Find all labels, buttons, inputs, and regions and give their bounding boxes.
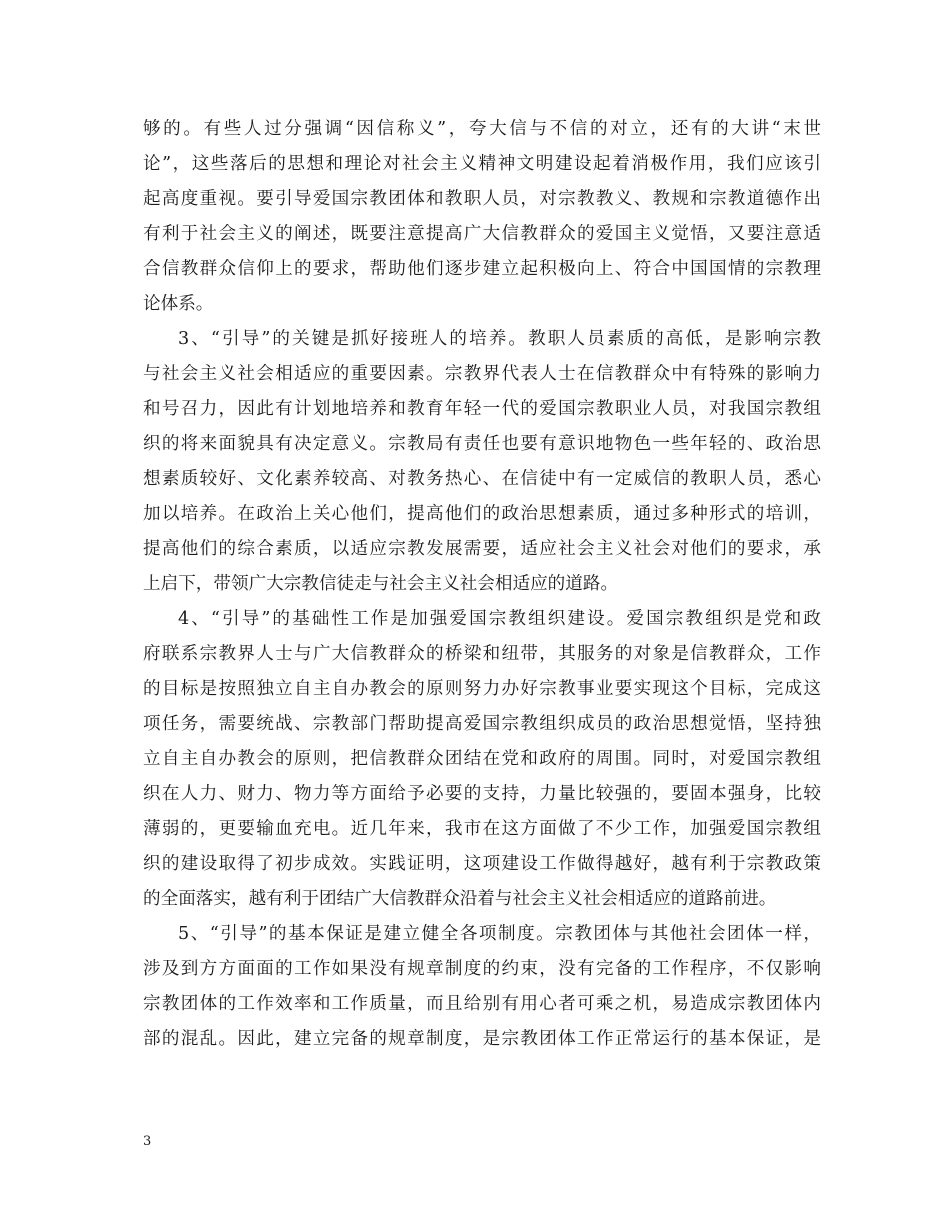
text-line: 有利于社会主义的阐述，既要注意提高广大信教群众的爱国主义觉悟，又要注意适 [143, 224, 821, 244]
text-line: 合信教群众信仰上的要求，帮助他们逐步建立起积极向上、符合中国国情的宗教理 [143, 259, 821, 279]
text-line: 提高他们的综合素质，以适应宗教发展需要，适应社会主义社会对他们的要求，承 [143, 539, 821, 559]
text-line: 与社会主义社会相适应的重要因素。宗教界代表人士在信教群众中有特殊的影响力 [143, 364, 821, 384]
text-line: 加以培养。在政治上关心他们，提高他们的政治思想素质，通过多种形式的培训， [143, 504, 821, 524]
text-line: 和号召力，因此有计划地培养和教育年轻一代的爱国宗教职业人员，对我国宗教组 [143, 399, 821, 419]
text-line: 府联系宗教界人士与广大信教群众的桥梁和纽带，其服务的对象是信教群众，工作 [143, 644, 821, 664]
text-line: 3、“引导”的关键是抓好接班人的培养。教职人员素质的高低，是影响宗教 [178, 329, 821, 349]
document-body [143, 112, 821, 1057]
text-line: 起高度重视。要引导爱国宗教团体和教职人员，对宗教教义、教规和宗教道德作出 [143, 189, 821, 209]
text-line: 的全面落实，越有利于团结广大信教群众沿着与社会主义社会相适应的道路前进。 [143, 889, 777, 909]
text-line: 论”，这些落后的思想和理论对社会主义精神文明建设起着消极作用，我们应该引 [143, 154, 821, 174]
text-line: 部的混乱。因此，建立完备的规章制度，是宗教团体工作正常运行的基本保证，是 [143, 1029, 821, 1049]
text-line: 宗教团体的工作效率和工作质量，而且给别有用心者可乘之机，易造成宗教团体内 [143, 994, 821, 1014]
text-line: 4、“引导”的基础性工作是加强爱国宗教组织建设。爱国宗教组织是党和政 [178, 609, 821, 629]
text-line: 够的。有些人过分强调“因信称义”，夸大信与不信的对立，还有的大讲“末世 [143, 119, 821, 139]
text-line: 涉及到方方面面的工作如果没有规章制度的约束，没有完备的工作程序，不仅影响 [143, 959, 821, 979]
text-line: 5、“引导”的基本保证是建立健全各项制度。宗教团体与其他社会团体一样， [178, 924, 821, 944]
text-line: 上启下，带领广大宗教信徒走与社会主义社会相适应的道路。 [143, 574, 619, 594]
text-line: 项任务，需要统战、宗教部门帮助提高爱国宗教组织成员的政治思想觉悟，坚持独 [143, 714, 821, 734]
text-line: 想素质较好、文化素养较高、对教务热心、在信徒中有一定威信的教职人员，悉心 [143, 469, 821, 489]
text-line: 织在人力、财力、物力等方面给予必要的支持，力量比较强的，要固本强身，比较 [143, 784, 821, 804]
page-number: 3 [143, 1134, 152, 1149]
text-line: 织的将来面貌具有决定意义。宗教局有责任也要有意识地物色一些年轻的、政治思 [143, 434, 821, 454]
text-line: 薄弱的，更要输血充电。近几年来，我市在这方面做了不少工作，加强爱国宗教组 [143, 819, 821, 839]
text-line: 立自主自办教会的原则，把信教群众团结在党和政府的周围。同时，对爱国宗教组 [143, 749, 821, 769]
text-line: 的目标是按照独立自主自办教会的原则努力办好宗教事业要实现这个目标，完成这 [143, 679, 821, 699]
text-line: 论体系。 [143, 294, 214, 314]
text-line: 织的建设取得了初步成效。实践证明，这项建设工作做得越好，越有利于宗教政策 [143, 854, 821, 874]
